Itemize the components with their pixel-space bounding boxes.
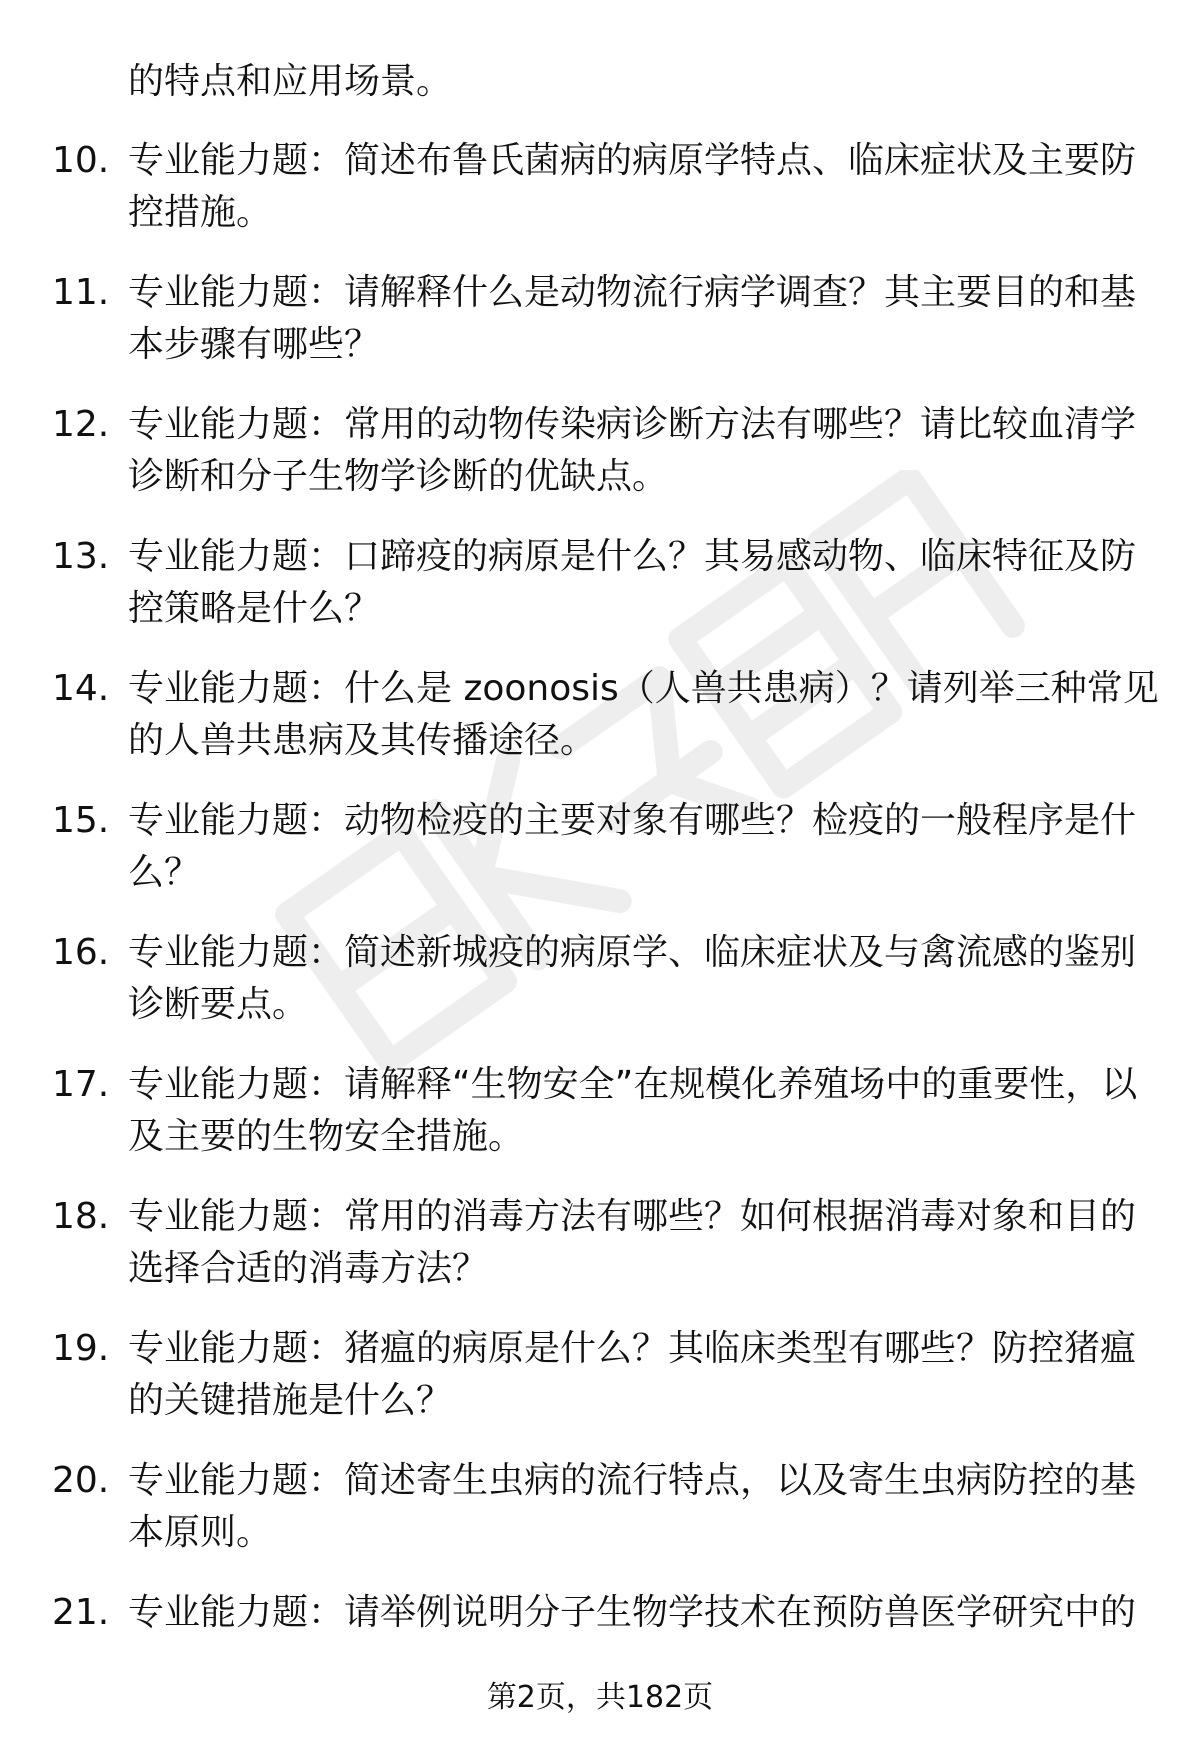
question-item bbox=[52, 663, 1162, 795]
question-item bbox=[52, 267, 1162, 399]
question-text: 专业能力题：什么是 zoonosis（人兽共患病）？请列举三种常见的人兽共患病及其传播途径。 bbox=[128, 668, 1159, 761]
question-list bbox=[52, 135, 1162, 1719]
question-text: 专业能力题：请解释“生物安全”在规模化养殖场中的重要性，以及主要的生物安全措施。 bbox=[128, 1064, 1138, 1157]
question-number: 17. bbox=[52, 1064, 110, 1105]
continued-question-text: 的特点和应用场景。 bbox=[128, 61, 453, 102]
question-item bbox=[52, 1455, 1162, 1587]
question-number: 13. bbox=[52, 536, 110, 577]
question-text: 专业能力题：简述布鲁氏菌病的病原学特点、临床症状及主要防控措施。 bbox=[128, 140, 1137, 233]
question-number: 20. bbox=[52, 1460, 110, 1501]
page-number-footer: 第2页，共182页 bbox=[486, 1680, 714, 1715]
question-item bbox=[52, 1323, 1162, 1455]
question-text: 专业能力题：简述新城疫的病原学、临床症状及与禽流感的鉴别诊断要点。 bbox=[128, 932, 1137, 1025]
question-number: 10. bbox=[52, 140, 110, 181]
question-number: 19. bbox=[52, 1328, 110, 1369]
question-item bbox=[52, 399, 1162, 531]
question-item bbox=[52, 531, 1162, 663]
question-text: 专业能力题：猪瘟的病原是什么？其临床类型有哪些？防控猪瘟的关键措施是什么？ bbox=[128, 1328, 1137, 1421]
question-text: 专业能力题：常用的动物传染病诊断方法有哪些？请比较血清学诊断和分子生物学诊断的优缺点。 bbox=[128, 404, 1137, 497]
question-text: 专业能力题：简述寄生虫病的流行特点，以及寄生虫病防控的基本原则。 bbox=[128, 1460, 1137, 1553]
question-text: 专业能力题：请解释什么是动物流行病学调查？其主要目的和基本步骤有哪些？ bbox=[128, 272, 1137, 365]
question-text: 专业能力题：请举例说明分子生物学技术在预防兽医学研究中的 bbox=[128, 1592, 1137, 1633]
question-text: 专业能力题：动物检疫的主要对象有哪些？检疫的一般程序是什么？ bbox=[128, 800, 1137, 893]
question-item bbox=[52, 135, 1162, 267]
question-item bbox=[52, 1059, 1162, 1191]
question-number: 12. bbox=[52, 404, 110, 445]
question-number: 15. bbox=[52, 800, 110, 841]
question-number: 14. bbox=[52, 668, 110, 709]
question-number: 21. bbox=[52, 1592, 110, 1633]
question-item bbox=[52, 1191, 1162, 1323]
question-text: 专业能力题：口蹄疫的病原是什么？其易感动物、临床特征及防控策略是什么？ bbox=[128, 536, 1137, 629]
question-item bbox=[52, 795, 1162, 927]
question-number: 16. bbox=[52, 932, 110, 973]
question-text: 专业能力题：常用的消毒方法有哪些？如何根据消毒对象和目的选择合适的消毒方法？ bbox=[128, 1196, 1137, 1289]
question-item bbox=[52, 927, 1162, 1059]
question-number: 18. bbox=[52, 1196, 110, 1237]
question-number: 11. bbox=[52, 272, 110, 313]
